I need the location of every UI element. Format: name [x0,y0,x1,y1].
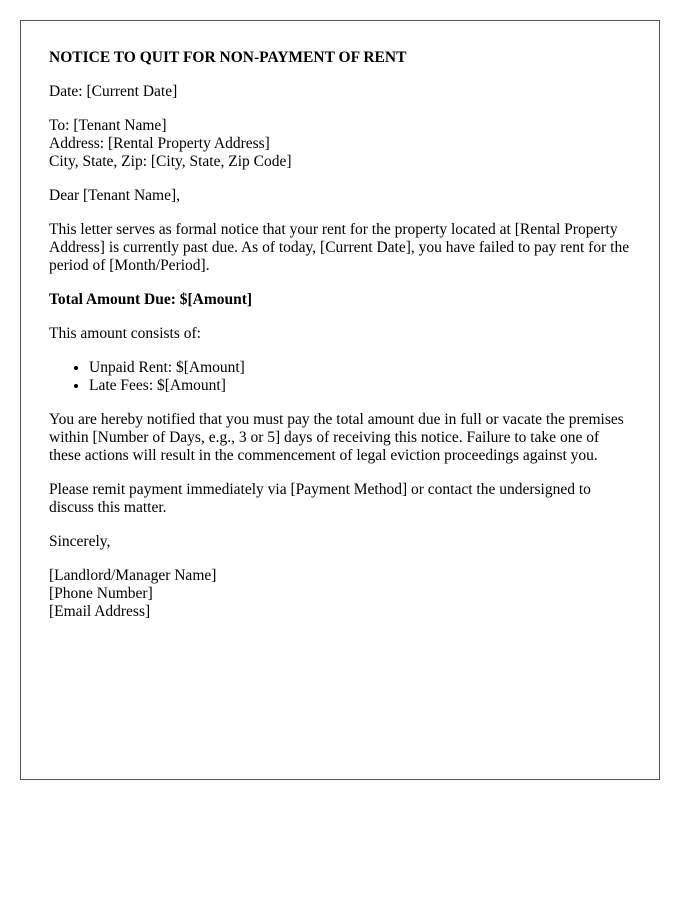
unpaid-rent-item: • Unpaid Rent: $[Amount] [89,359,631,377]
signatory-name: [Landlord/Manager Name] [49,567,217,584]
recipient-address: Address: [Rental Property Address] [49,135,270,152]
letter-title: NOTICE TO QUIT FOR NON-PAYMENT OF RENT [49,49,407,66]
closing: Sincerely, [49,533,111,550]
notice-letter [20,20,660,780]
signatory-email: [Email Address] [49,603,151,620]
recipient-name: To: [Tenant Name] [49,117,167,134]
salutation: Dear [Tenant Name], [49,187,181,204]
recipient-city-state-zip: City, State, Zip: [City, State, Zip Code] [49,153,292,170]
signatory-phone: [Phone Number] [49,585,153,602]
vacate-warning-paragraph: You are hereby notified that you must pay the total amount due in full or vacate the premises within [Number of Days, e.g., 3 or 5] days of receiving this notice. Failure to take one of these actions will result in the commencement of legal eviction proceedings against you. [49,411,624,464]
total-amount-due: Total Amount Due: $[Amount] [49,291,253,308]
date-line: Date: [Current Date] [49,83,178,100]
recipient-block [49,117,631,171]
payment-instructions-paragraph: Please remit payment immediately via [Payment Method] or contact the undersigned to discuss this matter. [49,481,591,516]
signature-block [49,567,631,621]
late-fees-item: • Late Fees: $[Amount] [89,377,631,395]
amount-breakdown-intro: This amount consists of: [49,325,201,342]
amount-breakdown-list [49,359,631,395]
notice-paragraph: This letter serves as formal notice that your rent for the property located at [Rental Property Address] is currently past due. As of today, [Current Date], you have failed to pay rent for the period of [Month/Period]. [49,221,630,274]
